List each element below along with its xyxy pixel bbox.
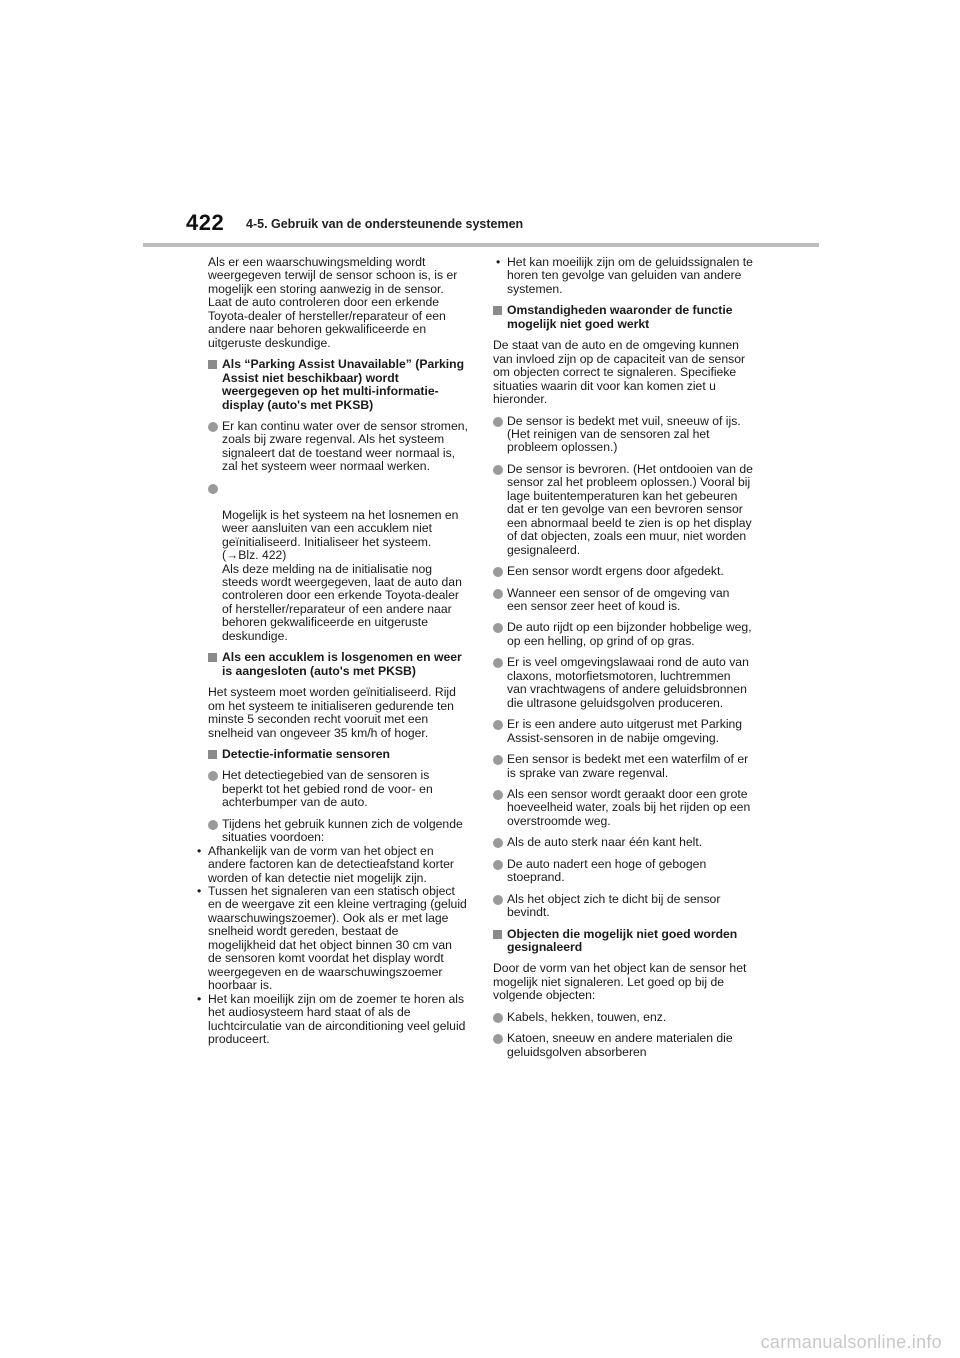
bullet-dot-icon <box>208 771 218 781</box>
bullet-dot-icon <box>493 860 503 870</box>
sub-list-item: • Tussen het signaleren van een statisch object en de weergave zit een kleine vertraging (geluid waarschuwingszoemer). Ook als er met lage snelheid wordt gereden, bestaat de mogelijkheid dat het object binnen 30 cm van de sensoren komt voordat het display wordt weergegeven en de waarschuwingszoemer hoorbaar is. <box>194 885 468 993</box>
bullet-dot-icon <box>493 1013 503 1023</box>
list-item-text: Er is veel omgevingslawaai rond de auto van claxons, motorfietsmotoren, luchtremmen van vrachtwagens of andere geluidsbronnen die ultrasone geluidsgolven produceren. <box>507 655 749 710</box>
heading-objects-not-detected: Objecten die mogelijk niet goed worden gesignaleerd <box>493 928 753 955</box>
list-item <box>493 656 753 710</box>
bullet-dot-icon <box>208 820 218 830</box>
list-item-text: De auto rijdt op een bijzonder hobbelige weg, op een helling, op grind of op gras. <box>507 620 752 648</box>
list-item <box>493 415 753 455</box>
left-column <box>208 256 468 1054</box>
sub-list <box>194 845 468 1047</box>
list-item-text: Het detectiegebied van de sensoren is beperkt tot het gebied rond de voor- en achterbumper van de auto. <box>222 768 433 810</box>
list-item-text: De sensor is bedekt met vuil, sneeuw of ijs. (Het reinigen van de sensoren zal het probleem oplossen.) <box>507 413 741 455</box>
list-item <box>208 818 468 845</box>
heading-conditions-not-working: Omstandigheden waaronder de functie mogelijk niet goed werkt <box>493 304 753 331</box>
bullet-dot-icon <box>493 755 503 765</box>
sub-list-item: • Het kan moeilijk zijn om de geluidssignalen te horen ten gevolge van geluiden van andere systemen. <box>493 256 753 296</box>
bullet-dot-icon <box>493 567 503 577</box>
bullet-dot-icon <box>208 422 218 432</box>
bullet-dot-icon <box>493 417 503 427</box>
list-item <box>493 565 753 578</box>
list-item <box>493 621 753 648</box>
list-item-text: Er kan continu water over de sensor stromen, zoals bij zware regenval. Als het systeem signaleert dat de toestand weer normaal is, zal het systeem weer normaal werken. <box>222 418 468 474</box>
list-item-text: Kabels, hekken, touwen, enz. <box>507 1009 667 1024</box>
intro-paragraph: Als er een waarschuwingsmelding wordt weergegeven terwijl de sensor schoon is, is er mogelijk een storing aanwezig in de sensor. Laat de auto controleren door een erkende Toyota-dealer of hersteller/reparateur of een andere naar behoren gekwalificeerde en uitgeruste deskundige. <box>208 255 458 350</box>
watermark: carmanualsonline.info <box>760 1332 942 1352</box>
bullet-dot-icon <box>493 658 503 668</box>
list-item <box>493 788 753 828</box>
list-item <box>493 587 753 614</box>
list-item-text: Katoen, sneeuw en andere materialen die geluidsgolven absorberen <box>507 1031 733 1059</box>
section-title: 4-5. Gebruik van de ondersteunende systemen <box>246 217 524 231</box>
list-item <box>493 1011 753 1024</box>
conditions-paragraph: De staat van de auto en de omgeving kunnen van invloed zijn op de capaciteit van de sensor om objecten correct te signaleren. Specifieke situaties waarin dit voor kan komen ziet u hieronder. <box>493 338 746 407</box>
bullet-dot-icon <box>493 838 503 848</box>
list-item-text: Er is een andere auto uitgerust met Parking Assist-sensoren in de nabije omgeving. <box>507 717 743 745</box>
bullet-dot-icon <box>493 720 503 730</box>
list-item-text: De sensor is bevroren. (Het ontdooien van de sensor zal het probleem oplossen.) Vooral bij lage buitentemperaturen kan het gebeuren dat er ten gevolge van een bevroren sensor een abnormaal beeld te zien is op het display of dat objecten, zoals een muur, niet worden gesignaleerd. <box>507 461 753 557</box>
list-item <box>493 753 753 780</box>
sub-list <box>493 256 753 296</box>
list-item-text: Een sensor is bedekt met een waterfilm of er is sprake van zware regenval. <box>507 752 749 780</box>
list-item-text: Als het object zich te dicht bij de sensor bevindt. <box>507 891 721 920</box>
page-number: 422 <box>186 210 225 235</box>
bullet-dot-icon <box>493 623 503 633</box>
list-item <box>208 482 468 643</box>
bullet-dot-icon <box>493 895 503 905</box>
list-item-text: Als de auto sterk naar één kant helt. <box>507 835 703 850</box>
list-item <box>493 836 753 849</box>
list-item-text: Als een sensor wordt geraakt door een grote hoeveelheid water, zoals bij het rijden op een overstroomde weg. <box>507 786 751 828</box>
list-item <box>493 858 753 885</box>
heading-sensor-detection-info: Detectie-informatie sensoren <box>208 748 468 761</box>
list-item <box>493 718 753 745</box>
heading-parking-assist-unavailable: Als “Parking Assist Unavailable” (Parking Assist niet beschikbaar) wordt weergegeven op het multi-informatie-display (auto's met PKSB) <box>208 358 468 412</box>
list-item-text: Een sensor wordt ergens door afgedekt. <box>507 564 724 579</box>
list-item <box>208 420 468 474</box>
header-rule <box>143 243 819 247</box>
list-item-text: Mogelijk is het systeem na het losnemen en weer aansluiten van een accuklem niet geïnitialiseerd. Initialiseer het systeem. (→Blz. 422) Als deze melding na de initialisatie nog steeds wordt weergegeven, laat de auto dan controleren door een erkende Toyota-dealer of hersteller/reparateur of een andere naar behoren gekwalificeerde en uitgeruste deskundige. <box>222 507 462 643</box>
sub-list-item: • Afhankelijk van de vorm van het object en andere factoren kan de detectieafstand korter worden of kan detectie niet mogelijk zijn. <box>194 845 468 885</box>
list-item-text: Tijdens het gebruik kunnen zich de volgende situaties voordoen: <box>222 816 463 845</box>
bullet-dot-icon <box>493 465 503 475</box>
list-item-text: Wanneer een sensor of de omgeving van een sensor zeer heet of koud is. <box>507 585 730 613</box>
list-item <box>493 893 753 920</box>
right-column <box>493 256 753 1067</box>
sub-list-item: • Het kan moeilijk zijn om de zoemer te horen als het audiosysteem hard staat of als de luchtcirculatie van de airconditioning veel geluid produceert. <box>194 993 468 1047</box>
objects-paragraph: Door de vorm van het object kan de sensor het mogelijk niet signaleren. Let goed op bij de volgende objecten: <box>493 961 747 1003</box>
heading-battery-terminal: Als een accuklem is losgenomen en weer is aangesloten (auto's met PKSB) <box>208 651 468 678</box>
bullet-dot-icon <box>208 484 218 494</box>
list-item <box>208 769 468 809</box>
bullet-dot-icon <box>493 1034 503 1044</box>
bullet-dot-icon <box>493 790 503 800</box>
bullet-dot-icon <box>493 589 503 599</box>
list-item-text: De auto nadert een hoge of gebogen stoeprand. <box>507 856 707 885</box>
list-item <box>493 463 753 557</box>
list-item <box>493 1032 753 1059</box>
initialization-paragraph: Het systeem moet worden geïnitialiseerd. Rijd om het systeem te initialiseren gedurende ten minste 5 seconden recht vooruit met een snelheid van ongeveer 35 km/h of hoger. <box>208 685 456 740</box>
